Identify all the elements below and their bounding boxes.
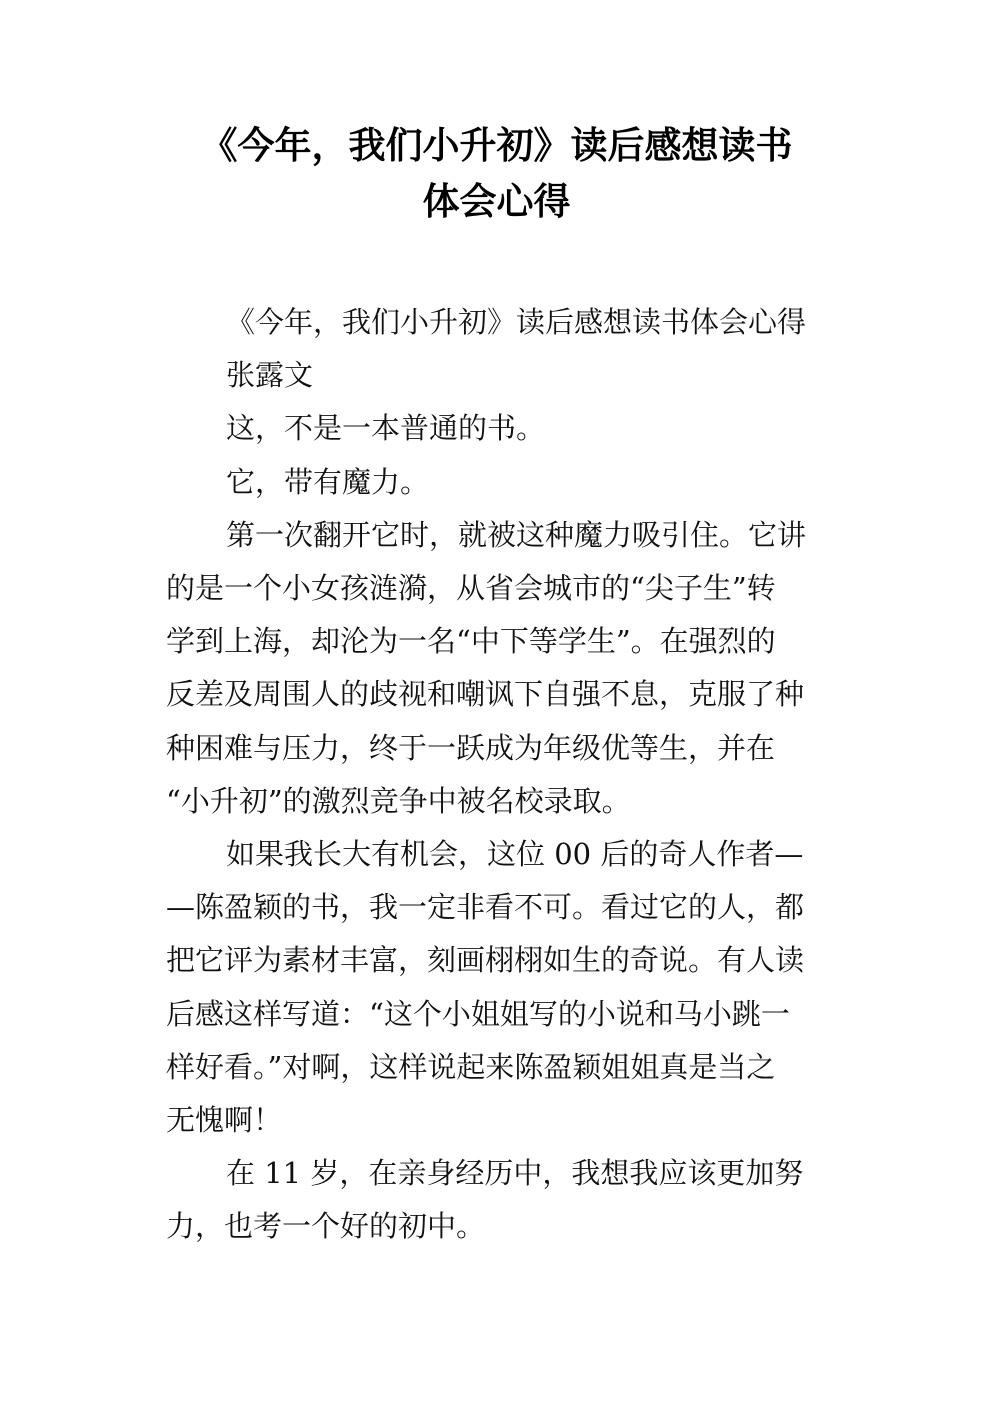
paragraph-line: 种困难与压力，终于一跃成为年级优等生，并在	[166, 730, 776, 765]
paragraph-1	[166, 402, 846, 455]
paragraph-line: 在 11 岁，在亲身经历中，我想我应该更加努	[226, 1156, 804, 1191]
paragraph-line: 样好看。”对啊，这样说起来陈盈颖姐姐真是当之	[166, 1049, 776, 1084]
title-line-1: 《今年，我们小升初》读后感想读书	[200, 124, 793, 167]
paragraph-line: 如果我长大有机会，这位 00 后的奇人作者—	[226, 837, 804, 872]
paragraph-line: 的是一个小女孩涟漪，从省会城市的“尖子生”转	[166, 571, 776, 606]
paragraph-4	[166, 828, 846, 1147]
paragraph-line: 力，也考一个好的初中。	[166, 1209, 486, 1244]
paragraph-2	[166, 456, 846, 509]
paragraph-3	[166, 509, 846, 828]
paragraph-line: —陈盈颖的书，我一定非看不可。看过它的人，都	[166, 890, 805, 925]
paragraph-line: 它，带有魔力。	[226, 464, 430, 499]
paragraph-line: 第一次翻开它时，就被这种魔力吸引住。它讲	[226, 517, 807, 552]
author: 张露文	[226, 358, 314, 393]
paragraph-line: 反差及周围人的歧视和嘲讽下自强不息，克服了种	[166, 677, 805, 712]
paragraph-line: 无愧啊！	[166, 1103, 283, 1138]
paragraph-5	[166, 1147, 846, 1253]
paragraph-line: 把它评为素材丰富，刻画栩栩如生的奇说。有人读	[166, 943, 805, 978]
document-title	[0, 118, 993, 230]
title-line-2: 体会心得	[422, 180, 571, 223]
paragraph-line: 后感这样写道：“这个小姐姐写的小说和马小跳一	[166, 996, 790, 1031]
paragraph-line: 学到上海，却沦为一名“中下等学生”。在强烈的	[166, 624, 776, 659]
paragraph-line: 这，不是一本普通的书。	[226, 411, 546, 446]
subtitle: 《今年，我们小升初》读后感想读书体会心得	[226, 305, 807, 339]
paragraph-line: “小升初”的激烈竞争中被名校录取。	[166, 783, 631, 818]
document-body	[166, 296, 846, 1254]
